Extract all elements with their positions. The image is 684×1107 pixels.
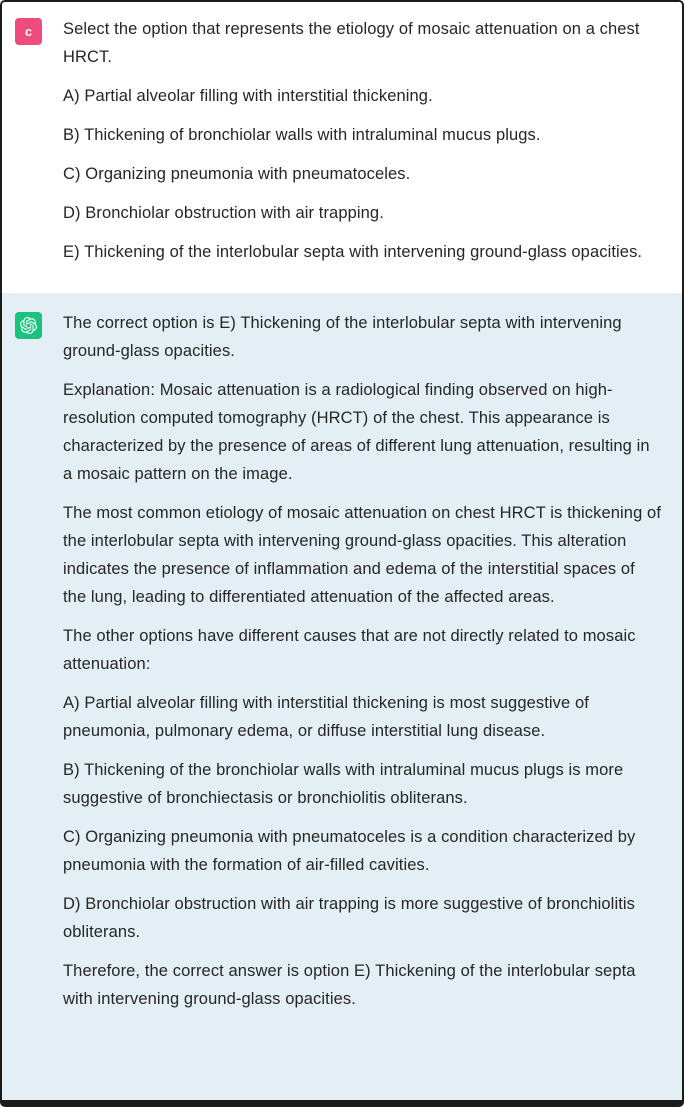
answer-statement: The correct option is E) Thickening of the interlobular septa with intervening ground-glass opacities. — [63, 314, 622, 360]
option-d: D) Bronchiolar obstruction with air trapping. — [63, 204, 384, 222]
option-a: A) Partial alveolar filling with interstitial thickening. — [63, 87, 433, 105]
user-avatar — [15, 18, 42, 45]
explanation-etiology: The most common etiology of mosaic attenuation on chest HRCT is thickening of the interlobular septa with intervening ground-glass opacities. This alteration indicates the presence of inflammation and edema of the interstitial spaces of the lung, leading to differentiated attenuation of the affected areas. — [63, 504, 662, 606]
other-options-intro: The other options have different causes that are not directly related to mosaic attenuation: — [63, 627, 636, 673]
user-question: Select the option that represents the etiology of mosaic attenuation on a chest HRCT. — [63, 20, 640, 66]
explanation-option-a: A) Partial alveolar filling with interstitial thickening is most suggestive of pneumonia, pulmonary edema, or diffuse interstitial lung disease. — [63, 694, 589, 740]
assistant-avatar — [15, 312, 42, 339]
assistant-message — [2, 293, 682, 1100]
conclusion-statement: Therefore, the correct answer is option E) Thickening of the interlobular septa with intervening ground-glass opacities. — [63, 962, 636, 1008]
user-message-content — [63, 15, 662, 277]
assistant-message-content — [63, 309, 662, 1024]
explanation-option-c: C) Organizing pneumonia with pneumatoceles is a condition characterized by pneumonia with the formation of air-filled cavities. — [63, 828, 636, 874]
user-message — [2, 2, 682, 281]
explanation-option-d: D) Bronchiolar obstruction with air trapping is more suggestive of bronchiolitis obliterans. — [63, 895, 636, 941]
option-b: B) Thickening of bronchiolar walls with intraluminal mucus plugs. — [63, 126, 541, 144]
user-avatar-letter: c — [24, 24, 33, 39]
option-e: E) Thickening of the interlobular septa with intervening ground-glass opacities. — [63, 243, 643, 261]
option-c: C) Organizing pneumonia with pneumatoceles. — [63, 165, 411, 183]
message-separator — [2, 281, 682, 293]
explanation-option-b: B) Thickening of the bronchiolar walls with intraluminal mucus plugs is more suggestive of bronchiectasis or bronchiolitis obliterans. — [63, 761, 624, 807]
explanation-intro: Explanation: Mosaic attenuation is a radiological finding observed on high-resolution computed tomography (HRCT) of the chest. This appearance is characterized by the presence of areas of different lung attenuation, resulting in a mosaic pattern on the image. — [63, 381, 650, 483]
openai-logo-icon — [20, 317, 37, 334]
